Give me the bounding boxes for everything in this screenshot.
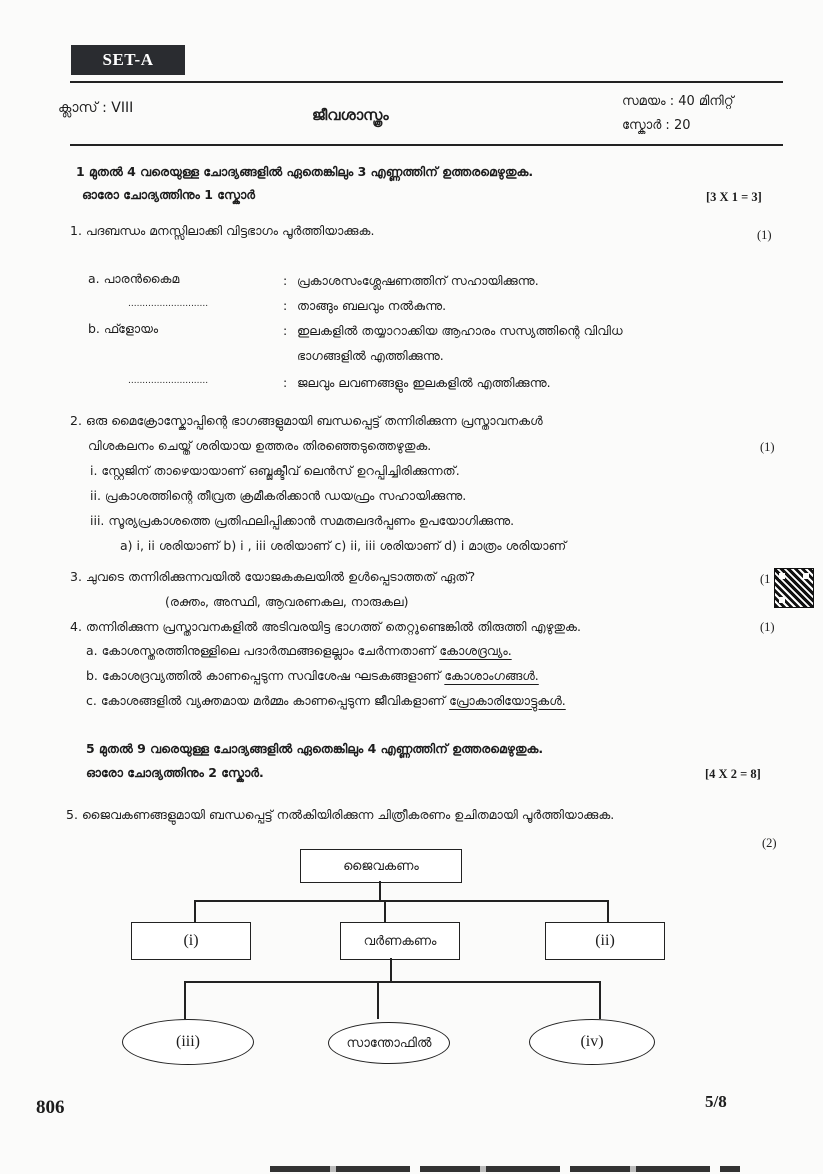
section1-marks: [3 X 1 = 3] xyxy=(706,190,762,204)
diagram-xanthophyll-ellipse: സാന്തോഫിൽ xyxy=(328,1022,450,1064)
q1-row-left: b. ഫ്ളോയം xyxy=(88,321,159,336)
section2-instruction-line2: ഓരോ ചോദ്യത്തിനും 2 സ്കോർ. xyxy=(86,765,264,780)
section1-instruction-line2: ഓരോ ചോദ്യത്തിനും 1 സ്കോർ xyxy=(82,187,256,202)
diagram-blank-iii: (iii) xyxy=(122,1019,254,1065)
connector xyxy=(390,958,392,982)
total-score: സ്കോർ : 20 xyxy=(622,118,691,133)
class-label: ക്ലാസ് : VIII xyxy=(58,100,134,116)
q3-mark: (1 xyxy=(760,572,771,586)
section1-instruction-line1: 1 മുതൽ 4 വരെയുള്ള ചോദ്യങ്ങളിൽ ഏതെങ്കിലും 3 എണ്ണത്തിന് ഉത്തരമെഴുതുക. xyxy=(76,164,534,179)
q5-text: 5. ജൈവകണങ്ങളുമായി ബന്ധപ്പെട്ട് നൽകിയിരിക്കുന്ന ചിത്രീകരണം ഉചിതമായി പൂർത്തിയാക്കുക. xyxy=(66,807,615,822)
q4-item-text: c. കോശങ്ങളിൽ വ്യക്തമായ മർമ്മം കാണപ്പെടുന്ന ജീവികളാണ് xyxy=(86,693,450,708)
connector xyxy=(184,981,600,983)
q1-row-right: പ്രകാശസംശ്ലേഷണത്തിന് സഹായിക്കുന്നു. xyxy=(297,273,539,288)
set-label: SET-A xyxy=(71,45,185,75)
q2-line2: വിശകലനം ചെയ്ത് ശരിയായ ഉത്തരം തിരഞ്ഞെടുത്തെഴുതുക. xyxy=(88,438,432,453)
time-allowed: സമയം : 40 മിനിറ്റ് xyxy=(622,94,734,109)
connector xyxy=(377,981,379,1019)
header-bottom-rule xyxy=(70,144,783,146)
section2-instruction-line1: 5 മുതൽ 9 വരെയുള്ള ചോദ്യങ്ങളിൽ ഏതെങ്കിലും 4 എണ്ണത്തിന് ഉത്തരമെഴുതുക. xyxy=(86,741,544,756)
connector xyxy=(194,900,608,902)
paper-code: 806 xyxy=(36,1097,65,1118)
q4-underlined-term: കോശാംഗങ്ങൾ. xyxy=(444,668,539,683)
q1-row-right: താങ്ങും ബലവും നൽകുന്നു. xyxy=(297,298,447,313)
q4-mark: (1) xyxy=(760,620,775,634)
diagram-root-box: ജൈവകണം xyxy=(300,849,462,883)
diagram-blank-i: (i) xyxy=(131,922,251,960)
q4-item-a xyxy=(86,642,512,660)
q5-mark: (2) xyxy=(762,836,777,850)
q4-item-b xyxy=(86,667,539,685)
q1-row-left: a. പാരൻകൈമ xyxy=(88,271,180,286)
q1-row-sep: : xyxy=(283,298,288,313)
diagram-blank-ii: (ii) xyxy=(545,922,665,960)
connector xyxy=(384,900,386,922)
q3-options: (രക്തം, അസ്ഥി, ആവരണകല, നാരുകല) xyxy=(165,594,409,609)
q1-row-sep: : xyxy=(283,273,288,288)
q4-underlined-term: പ്രോകാരിയോട്ടുകൾ. xyxy=(449,693,566,708)
q2-statement-ii: ii. പ്രകാശത്തിന്റെ തീവ്രത ക്രമീകരിക്കാൻ ഡയഫ്രം സഹായിക്കുന്നു. xyxy=(90,488,467,503)
q1-row-right-cont: ഭാഗങ്ങളിൽ എത്തിക്കുന്നു. xyxy=(297,348,444,363)
connector xyxy=(379,881,381,901)
diagram-blank-iv: (iv) xyxy=(529,1019,655,1065)
q1-text: 1. പദബന്ധം മനസ്സിലാക്കി വിട്ടഭാഗം പൂർത്തിയാക്കുക. xyxy=(70,223,375,238)
q2-options: a) i, ii ശരിയാണ് b) i , iii ശരിയാണ് c) ii, iii ശരിയാണ് d) i മാത്രം ശരിയാണ് xyxy=(120,538,567,553)
qr-code-icon xyxy=(774,568,814,608)
connector xyxy=(599,981,601,1019)
q4-item-c xyxy=(86,692,566,710)
section2-marks: [4 X 2 = 8] xyxy=(705,767,761,781)
header-top-rule xyxy=(70,81,783,83)
connector xyxy=(194,900,196,922)
bottom-edge-strip xyxy=(270,1166,740,1172)
q1-row-sep: : xyxy=(283,375,288,390)
q1-row-right: ജലവും ലവണങ്ങളും ഇലകളിൽ എത്തിക്കുന്നു. xyxy=(297,375,551,390)
q2-statement-iii: iii. സൂര്യപ്രകാശത്തെ പ്രതിഫലിപ്പിക്കാൻ സമതലദർപ്പണം ഉപയോഗിക്കുന്നു. xyxy=(90,513,515,528)
q4-underlined-term: കോശദ്രവ്യം. xyxy=(439,643,512,658)
q4-text: 4. തന്നിരിക്കുന്ന പ്രസ്താവനകളിൽ അടിവരയിട്ട ഭാഗത്ത് തെറ്റുണ്ടെങ്കിൽ തിരുത്തി എഴുതുക. xyxy=(70,619,581,634)
q1-blank-1: ............................ xyxy=(128,299,209,309)
q2-statement-i: i. സ്റ്റേജിന് താഴെയായാണ് ഒബ്ജക്ടീവ് ലെൻസ് ഉറപ്പിച്ചിരിക്കുന്നത്. xyxy=(90,463,460,478)
q1-row-right: ഇലകളിൽ തയ്യാറാക്കിയ ആഹാരം സസ്യത്തിന്റെ വിവിധ xyxy=(297,323,623,338)
q4-item-text: b. കോശദ്രവ്യത്തിൽ കാണപ്പെടുന്ന സവിശേഷ ഘടകങ്ങളാണ് xyxy=(86,668,445,683)
q1-row-sep: : xyxy=(283,323,288,338)
subject-title: ജീവശാസ്ത്രം xyxy=(312,106,389,124)
q3-text: 3. ചുവടെ തന്നിരിക്കുന്നവയിൽ യോജകകലയിൽ ഉൾപ്പെടാത്തത് ഏത്? xyxy=(70,569,476,584)
q1-blank-2: ............................ xyxy=(128,376,209,386)
q4-item-text: a. കോശസ്തരത്തിനുള്ളിലെ പദാർത്ഥങ്ങളെല്ലാം ചേർന്നതാണ് xyxy=(86,643,440,658)
connector xyxy=(607,900,609,922)
q2-line1: 2. ഒരു മൈക്രോസ്കോപ്പിന്റെ ഭാഗങ്ങളുമായി ബന്ധപ്പെട്ട് തന്നിരിക്കുന്ന പ്രസ്താവനകൾ xyxy=(70,413,543,428)
page-number: 5/8 xyxy=(705,1092,727,1111)
q2-mark: (1) xyxy=(760,440,775,454)
q1-mark: (1) xyxy=(757,228,772,242)
connector xyxy=(184,981,186,1019)
diagram-varnakanam-box: വർണകണം xyxy=(340,922,460,960)
